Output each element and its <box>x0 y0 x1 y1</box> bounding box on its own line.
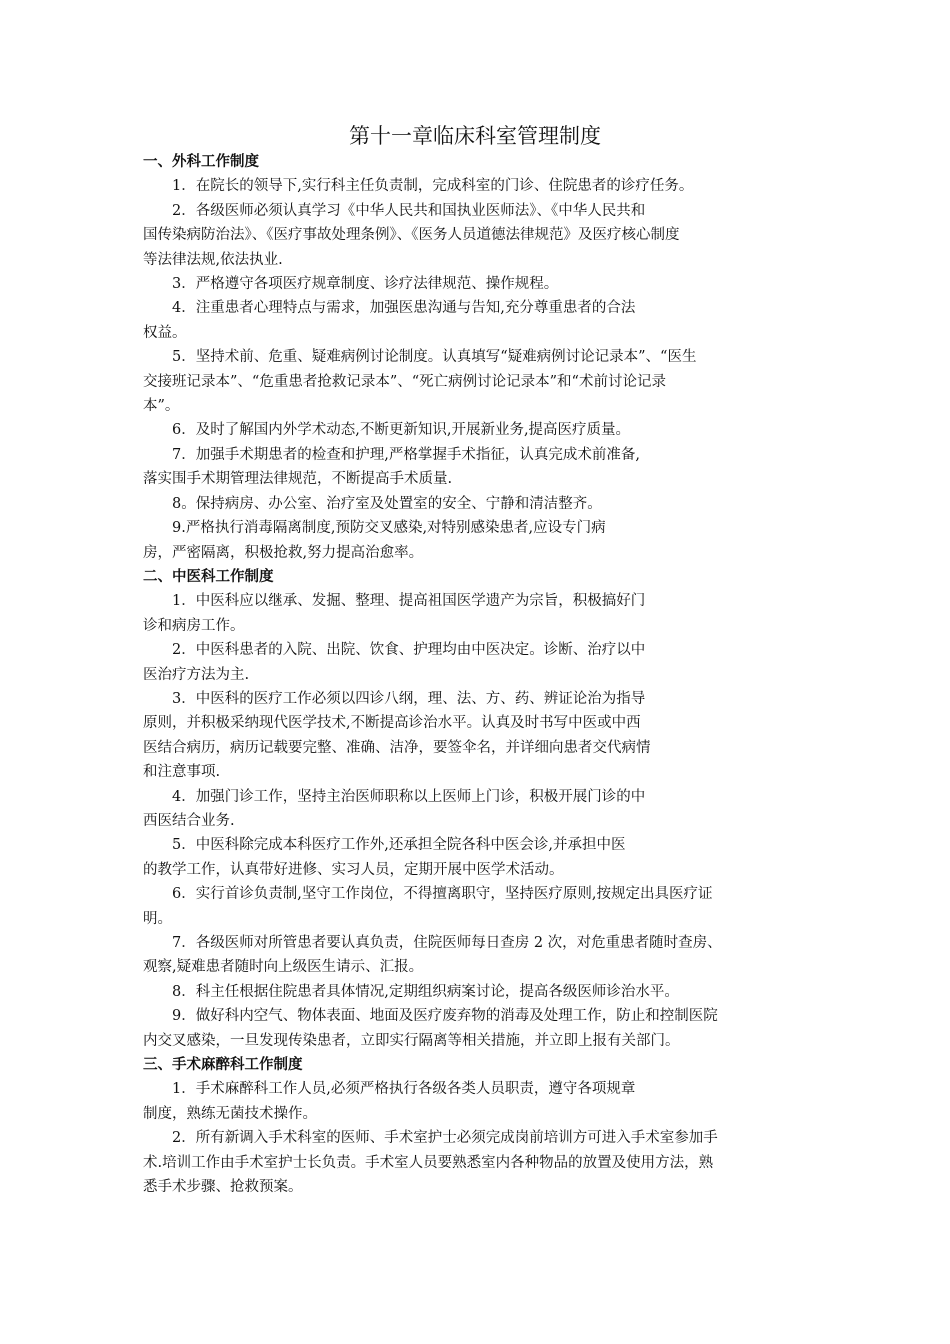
paragraph-line: 的教学工作，认真带好进修、实习人员，定期开展中医学术活动。 <box>143 861 564 878</box>
paragraph-line: 制度，熟练无菌技术操作。 <box>143 1105 317 1122</box>
paragraph-line: 国传染病防治法》、《医疗事故处理条例》、《医务人员道德法律规范》及医疗核心制度 <box>143 227 680 244</box>
paragraph <box>143 882 808 931</box>
section-heading: 三、手术麻醉科工作制度 <box>143 1057 303 1074</box>
paragraph <box>143 174 808 198</box>
paragraph-line: 观察,疑难患者随时向上级医生请示、汇报。 <box>143 959 424 976</box>
paragraph <box>143 1004 808 1053</box>
paragraph-line: 医结合病历，病历记载要完整、准确、洁净，要签伞名，并详细向患者交代病情 <box>143 739 651 756</box>
paragraph-line: 和注意事项. <box>143 764 221 781</box>
paragraph-line: 术.培训工作由手术室护士长负责。手术室人员要熟悉室内各种物品的放置及使用方法，熟 <box>143 1154 714 1171</box>
paragraph-line: 等法律法规,依法执业. <box>143 251 283 268</box>
section-heading: 一、外科工作制度 <box>143 154 259 170</box>
paragraph-line: 悉手术步骤、抢救预案。 <box>143 1179 303 1196</box>
paragraph <box>143 345 808 418</box>
paragraph-line: 西医结合业务. <box>143 812 235 829</box>
paragraph-line: 权益。 <box>143 324 187 341</box>
paragraph-line: 内交叉感染，一旦发现传染患者，立即实行隔离等相关措施，并立即上报有关部门。 <box>143 1032 680 1049</box>
paragraph-line: 明。 <box>143 910 172 927</box>
paragraph <box>143 199 808 272</box>
paragraph-line: 5．中医科除完成本科医疗工作外,还承担全院各科中医会诊,并承担中医 <box>172 837 626 854</box>
document-title: 第十一章临床科室管理制度 <box>349 124 601 148</box>
paragraph-line: 4．注重患者心理特点与需求，加强医患沟通与告知,充分尊重患者的合法 <box>172 300 636 317</box>
paragraph-line: 落实围手术期管理法律规范，不断提高手术质量. <box>143 471 453 488</box>
paragraph-line: 9.严格执行消毒隔离制度,预防交叉感染,对特别感染患者,应设专门病 <box>172 520 606 537</box>
paragraph-line: 医治疗方法为主. <box>143 666 250 683</box>
paragraph <box>143 1077 808 1126</box>
paragraph-line: 房，严密隔离，积极抢救,努力提高治愈率。 <box>143 544 424 561</box>
paragraph-line: 3．严格遵守各项医疗规章制度、诊疗法律规范、操作规程。 <box>172 276 559 293</box>
paragraph <box>143 492 808 516</box>
paragraph-line: 3．中医科的医疗工作必须以四诊八纲，理、法、方、药、辨证论治为指导 <box>172 690 646 707</box>
paragraph-line: 8。保持病房、办公室、治疗室及处置室的安全、宁静和清洁整齐。 <box>172 495 602 512</box>
paragraph-line: 5．坚持术前、危重、疑难病例讨论制度。认真填写“疑难病例讨论记录本”、“医生 <box>172 349 697 366</box>
paragraph <box>143 272 808 296</box>
paragraph-line: 9．做好科内空气、物体表面、地面及医疗废弃物的消毒及处理工作，防止和控制医院 <box>172 1008 718 1025</box>
paragraph <box>143 980 808 1004</box>
paragraph <box>143 931 808 980</box>
paragraph-line: 7．加强手术期患者的检查和护理,严格掌握手术指征，认真完成术前准备, <box>172 446 640 463</box>
paragraph <box>143 443 808 492</box>
paragraph-line: 2．中医科患者的入院、出院、饮食、护理均由中医决定。诊断、治疗以中 <box>172 642 646 659</box>
paragraph <box>143 589 808 638</box>
paragraph <box>143 1126 808 1199</box>
paragraph-line: 交接班记录本”、“危重患者抢救记录本”、“死亡病例讨论记录本”和“术前讨论记录 <box>143 373 666 390</box>
paragraph-line: 4．加强门诊工作，坚持主治医师职称以上医师上门诊，积极开展门诊的中 <box>172 788 646 805</box>
paragraph <box>143 638 808 687</box>
paragraph-line: 1．手术麻醉科工作人员,必须严格执行各级各类人员职责，遵守各项规章 <box>172 1081 636 1098</box>
paragraph-line: 1．在院长的领导下,实行科主任负责制，完成科室的门诊、住院患者的诊疗任务。 <box>172 178 694 195</box>
paragraph-line: 2．所有新调入手术科室的医师、手术室护士必须完成岗前培训方可进入手术室参加手 <box>172 1130 718 1147</box>
paragraph <box>143 687 808 785</box>
paragraph <box>143 516 808 565</box>
paragraph-line: 8．科主任根据住院患者具体情况,定期组织病案讨论，提高各级医师诊治水平。 <box>172 983 679 1000</box>
paragraph-line: 诊和病房工作。 <box>143 617 245 634</box>
paragraph-line: 2．各级医师必须认真学习《中华人民共和国执业医师法》、《中华人民共和 <box>172 202 646 219</box>
paragraph-line: 7．各级医师对所管患者要认真负责，住院医师每日查房 2 次，对危重患者随时查房、 <box>172 935 722 951</box>
document-body <box>143 150 808 1199</box>
paragraph <box>143 296 808 345</box>
paragraph-line: 6．及时了解国内外学术动态,不断更新知识,开展新业务,提高医疗质量。 <box>172 422 631 439</box>
paragraph-line: 原则，并积极采纳现代医学技术,不断提高诊治水平。认真及时书写中医或中西 <box>143 715 641 732</box>
section-heading: 二、中医科工作制度 <box>143 568 274 585</box>
paragraph <box>143 833 808 882</box>
paragraph <box>143 418 808 442</box>
paragraph-line: 本”。 <box>143 398 180 415</box>
paragraph <box>143 785 808 834</box>
paragraph-line: 1．中医科应以继承、发掘、整理、提高祖国医学遗产为宗旨，积极搞好门 <box>172 593 646 610</box>
paragraph-line: 6．实行首诊负责制,坚守工作岗位，不得擅离职守，坚持医疗原则,按规定出具医疗证 <box>172 886 713 903</box>
